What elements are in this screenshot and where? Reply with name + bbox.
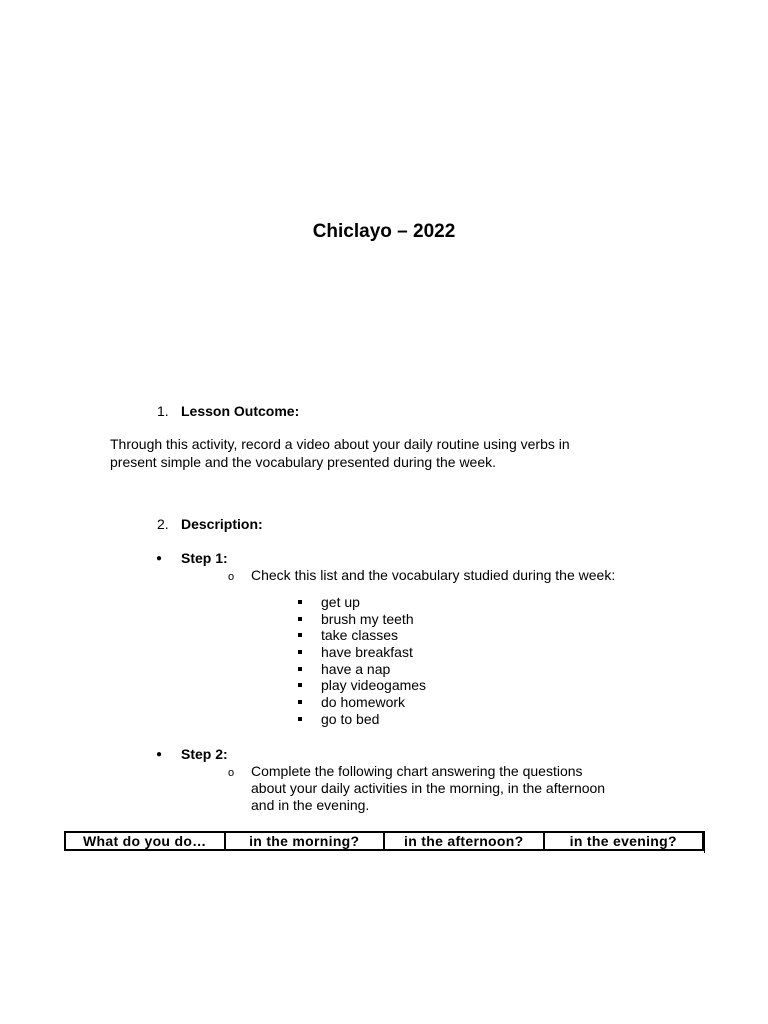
daily-routine-chart [64, 831, 704, 851]
instruction-line: Complete the following chart answering the questions [251, 763, 583, 779]
step-2-instruction [228, 763, 728, 814]
step-1-instruction [228, 567, 728, 584]
paragraph-line: Through this activity, record a video about your daily routine using verbs in [110, 436, 570, 452]
square-bullet-icon [298, 633, 302, 637]
document-title: Chiclayo – 2022 [312, 221, 456, 242]
list-item: do homework [298, 694, 426, 711]
section-description [157, 516, 263, 533]
column-header: in the afternoon? [384, 832, 544, 850]
section-label: Description: [181, 516, 263, 532]
vocabulary-list [298, 594, 426, 728]
square-bullet-icon [298, 617, 302, 621]
column-header: in the evening? [544, 832, 704, 850]
square-bullet-icon [298, 650, 302, 654]
step-label: Step 2: [181, 746, 228, 762]
section-number: 2. [157, 516, 169, 532]
section-number: 1. [157, 403, 169, 419]
list-item: go to bed [298, 711, 426, 728]
list-item: brush my teeth [298, 611, 426, 628]
square-bullet-icon [298, 600, 302, 604]
step-2 [156, 746, 228, 763]
square-bullet-icon [298, 667, 302, 671]
step-label: Step 1: [181, 550, 228, 566]
column-header: in the morning? [225, 832, 385, 850]
list-item: get up [298, 594, 426, 611]
instruction-line: Check this list and the vocabulary studied during the week: [251, 567, 616, 583]
square-bullet-icon [298, 700, 302, 704]
outcome-paragraph [110, 436, 670, 471]
instruction-line: about your daily activities in the morning, in the afternoon [251, 780, 606, 796]
table-edge-line [704, 831, 707, 853]
list-item: play videogames [298, 677, 426, 694]
square-bullet-icon [298, 683, 302, 687]
instruction-line: and in the evening. [251, 797, 370, 813]
section-lesson-outcome [157, 403, 299, 420]
circle-bullet-icon: o [228, 571, 235, 583]
list-item: take classes [298, 627, 426, 644]
column-header: What do you do… [65, 832, 225, 850]
bullet-dot-icon: ● [156, 749, 163, 760]
paragraph-line: present simple and the vocabulary presented during the week. [110, 453, 497, 470]
table-header-row [65, 832, 703, 850]
list-item: have a nap [298, 661, 426, 678]
section-label: Lesson Outcome: [181, 403, 300, 419]
bullet-dot-icon: ● [156, 553, 163, 564]
square-bullet-icon [298, 717, 302, 721]
circle-bullet-icon: o [228, 767, 235, 779]
instruction-text [251, 763, 605, 814]
step-1 [156, 550, 228, 567]
list-item: have breakfast [298, 644, 426, 661]
